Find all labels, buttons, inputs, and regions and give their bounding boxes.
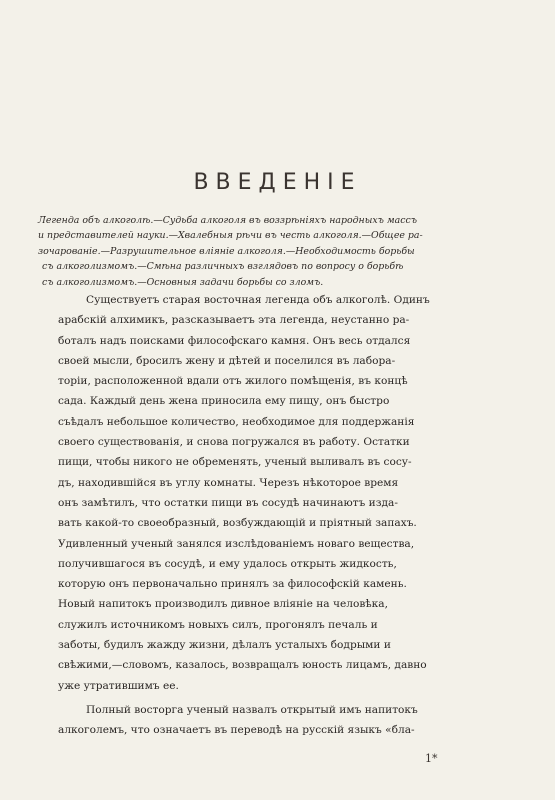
paragraph-line: которую онъ первоначально принялъ за философскiй камень. — [58, 578, 407, 591]
paragraph-line: своей мысли, бросилъ жену и дѣтей и поселился въ лабора- — [58, 354, 396, 367]
paragraph-line: съѣдалъ небольшое количество, необходимое для поддержанiя — [58, 415, 415, 428]
summary-line: съ алкоголизмомъ.—Смѣна различныхъ взглядовъ по вопросу о борьбѣ — [42, 261, 404, 273]
paragraph-line: алкоголемъ, что означаетъ въ переводѣ на русскiй языкъ «бла- — [58, 724, 415, 737]
paragraph-line: вать какой-то своеобразный, возбуждающiй и прiятный запахъ. — [58, 517, 417, 530]
paragraph-line: торiи, расположенной вдали отъ жилого помѣщенiя, въ концѣ — [58, 375, 408, 388]
paragraph-line: Новый напитокъ производилъ дивное влiянiе на человѣка, — [58, 598, 388, 611]
paragraph-line: боталъ надъ поисками философскаго камня. Онъ весь отдался — [58, 334, 411, 347]
summary-line: Легенда объ алкоголѣ.—Судьба алкоголя въ воззрѣнiяхъ народныхъ массъ — [38, 215, 417, 226]
paragraph-line: свѣжими,—словомъ, казалось, возвращалъ юность лицамъ, давно — [58, 659, 427, 672]
paragraph-line: Существуетъ старая восточная легенда объ алкоголѣ. Одинъ — [86, 294, 430, 306]
paragraph-line: сада. Каждый день жена приносила ему пищу, онъ быстро — [58, 395, 390, 408]
paragraph-line: получившагося въ сосудѣ, и ему удалось открыть жидкость, — [58, 557, 397, 570]
paragraph-line: онъ замѣтилъ, что остатки пищи въ сосудѣ начинаютъ изда- — [58, 496, 398, 509]
paragraph-line: уже утратившимъ ее. — [58, 679, 179, 692]
chapter-summary — [38, 213, 518, 290]
summary-line: и представителей науки.—Хвалебныя рѣчи въ честь алкоголя.—Общее ра- — [38, 230, 423, 242]
chapter-title: ВВЕДЕНIЕ — [193, 170, 362, 195]
paragraph-line: Полный восторга ученый назвалъ открытый имъ напитокъ — [86, 703, 418, 716]
chapter-body — [58, 290, 520, 741]
signature-mark: 1* — [425, 752, 438, 765]
summary-line: съ алкоголизмомъ.—Основныя задачи борьбы со зломъ. — [42, 276, 324, 288]
paragraph-line: дъ, находившiйся въ углу комнаты. Черезъ нѣкоторое время — [58, 476, 399, 489]
paragraph-line: своего существованiя, и снова погружался въ работу. Остатки — [58, 436, 410, 449]
paragraph-line: пищи, чтобы никого не обременять, ученый выливалъ въ сосу- — [58, 456, 412, 469]
paragraph-line: заботы, будилъ жажду жизни, дѣлалъ усталыхъ бодрыми и — [58, 639, 391, 652]
paragraph-line: Удивленный ученый занялся изслѣдованiемъ новаго вещества, — [58, 537, 415, 550]
summary-line: зочарованiе.—Разрушительное влiянiе алкоголя.—Необходимость борьбы — [38, 245, 415, 257]
paragraph-line: служилъ источникомъ новыхъ силъ, прогонялъ печаль и — [58, 618, 378, 631]
paragraph-line: арабскiй алхимикъ, разсказываетъ эта легенда, неустанно ра- — [58, 314, 410, 327]
